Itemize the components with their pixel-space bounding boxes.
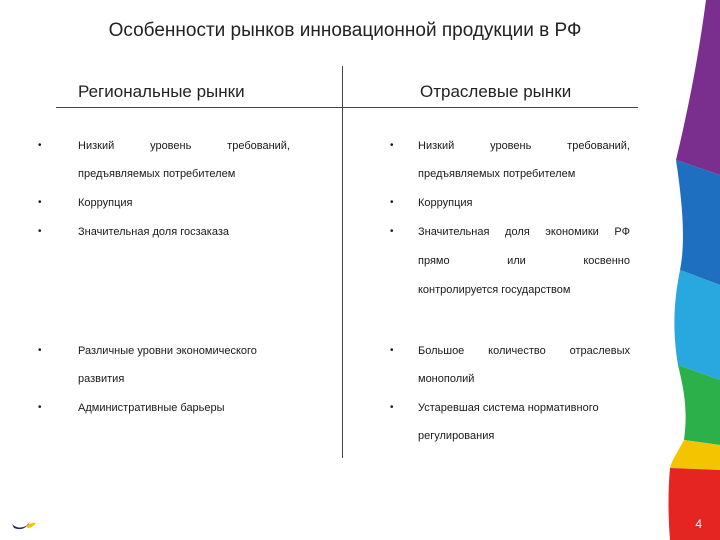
bullet-icon: • xyxy=(38,197,42,208)
bullet-icon: • xyxy=(38,345,42,356)
logo-icon xyxy=(10,520,38,532)
yellow-shape xyxy=(670,440,720,470)
slide-title: Особенности рынков инновационной продукции в РФ xyxy=(108,20,582,41)
left-item-3: Значительная доля госзаказа xyxy=(78,226,229,238)
right-item-1-line1: Низкий уровень требований, xyxy=(418,140,630,152)
bullet-icon: • xyxy=(390,140,394,151)
right-item-1-line2: предъявляемых потребителем xyxy=(418,168,576,180)
left-item-1-line1: Низкий уровень требований, xyxy=(78,140,290,152)
page-number: 4 xyxy=(695,517,702,531)
column-divider xyxy=(342,66,343,458)
red-shape xyxy=(669,468,720,540)
right-item-2: Коррупция xyxy=(418,197,473,209)
cyan-shape xyxy=(674,270,720,380)
right-item-5-line1: Устаревшая система нормативного xyxy=(418,402,599,414)
right-item-3-line3: контролируется государством xyxy=(418,284,571,296)
purple-shape xyxy=(676,0,720,175)
blue-shape xyxy=(676,160,720,285)
right-item-4-line2: монополий xyxy=(418,373,475,385)
right-item-5-line2: регулирования xyxy=(418,430,495,442)
left-item-4-line1: Различные уровни экономического xyxy=(78,345,257,357)
right-item-3-line2: прямо или косвенно xyxy=(418,255,630,267)
bullet-icon: • xyxy=(38,402,42,413)
decorative-color-stripe xyxy=(668,0,720,540)
left-column-heading: Региональные рынки xyxy=(78,82,245,101)
bullet-icon: • xyxy=(390,226,394,237)
left-item-1-line2: предъявляемых потребителем xyxy=(78,168,236,180)
left-item-2: Коррупция xyxy=(78,197,133,209)
bullet-icon: • xyxy=(38,226,42,237)
right-item-4-line1: Большое количество отраслевых xyxy=(418,345,630,357)
header-divider xyxy=(56,107,638,108)
left-item-5: Административные барьеры xyxy=(78,402,225,414)
bullet-icon: • xyxy=(38,140,42,151)
bullet-icon: • xyxy=(390,345,394,356)
right-item-3-line1: Значительная доля экономики РФ xyxy=(418,226,630,238)
bullet-icon: • xyxy=(390,402,394,413)
right-column-heading: Отраслевые рынки xyxy=(420,82,572,101)
left-item-4-line2: развития xyxy=(78,373,125,385)
bullet-icon: • xyxy=(390,197,394,208)
